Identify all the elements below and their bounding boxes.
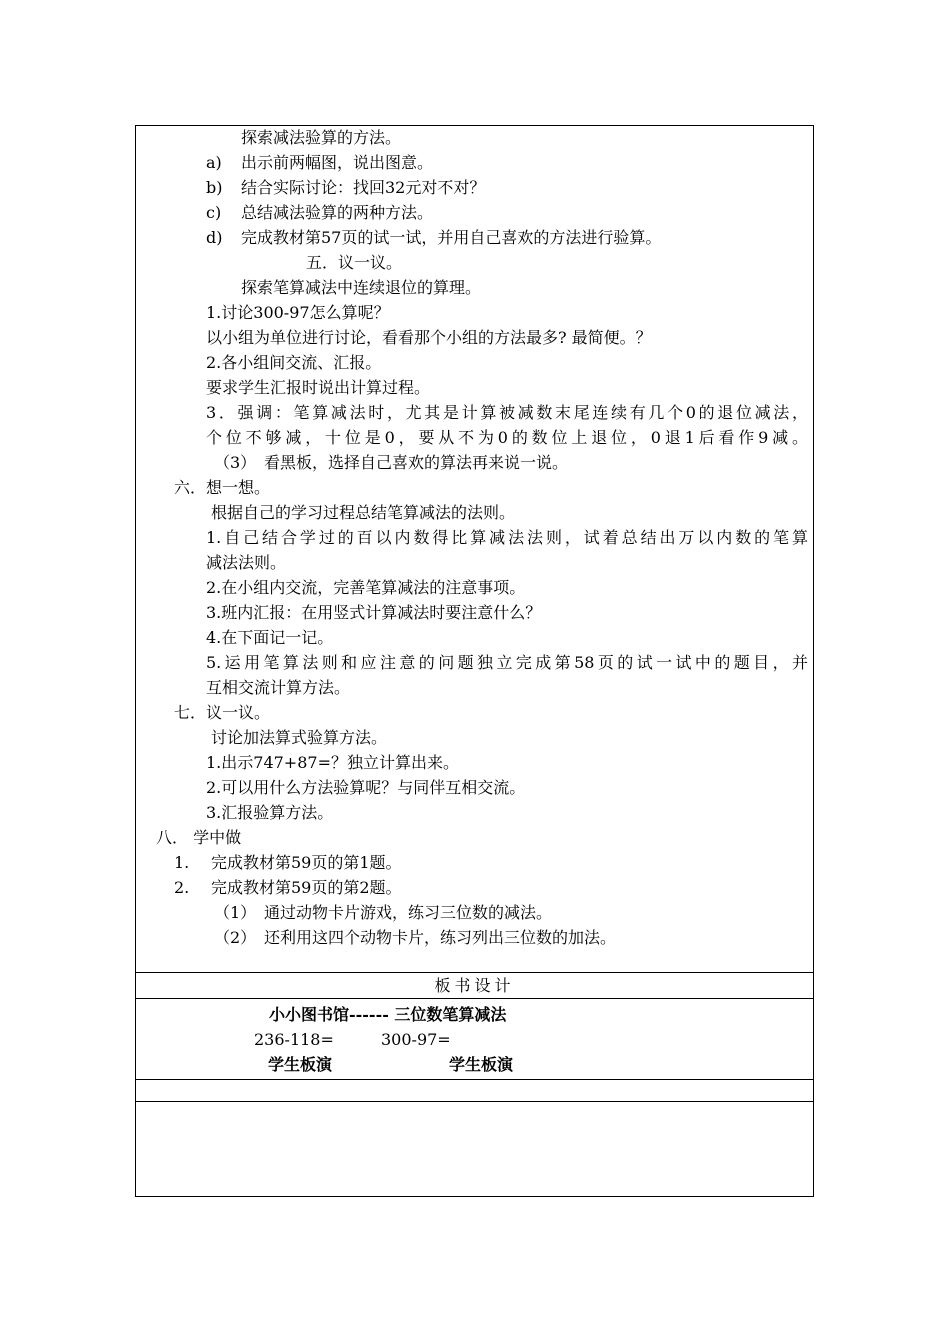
text-line: 总结减法验算的两种方法。 [241, 203, 434, 222]
list-marker: d) [206, 228, 223, 247]
list-marker: b) [206, 178, 223, 197]
text-line: 3.汇报验算方法。 [206, 803, 334, 822]
text-line: 完成教材第59页的第2题。 [211, 878, 402, 897]
text-line: 3.班内汇报：在用竖式计算减法时要注意什么？ [206, 603, 542, 622]
text-line: 看黑板，选择自己喜欢的算法再来说一说。 [264, 453, 569, 472]
list-marker: 2. [174, 878, 190, 897]
board-label: 学生板演 [449, 1055, 514, 1074]
text-line: 讨论加法算式验算方法。 [211, 728, 388, 747]
text-line: 4.在下面记一记。 [206, 628, 334, 647]
text-line: 通过动物卡片游戏，练习三位数的减法。 [264, 903, 553, 922]
text-line: 还利用这四个动物卡片，练习列出三位数的加法。 [264, 928, 617, 947]
list-marker: c) [206, 203, 222, 222]
text-line: 完成教材第59页的第1题。 [211, 853, 402, 872]
table-rule [136, 1101, 813, 1102]
text-line: 以小组为单位进行讨论，看看那个小组的方法最多? 最简便。？ [206, 328, 652, 347]
text-line: 完成教材第57页的试一试，并用自己喜欢的方法进行验算。 [241, 228, 662, 247]
text-line: 出示前两幅图，说出图意。 [241, 153, 434, 172]
section-heading: 五．议一议。 [306, 253, 403, 272]
text-line: 1.讨论300-97怎么算呢？ [206, 303, 390, 322]
text-line: 1.出示747+87=？独立计算出来。 [206, 753, 459, 772]
text-line: 3．强调：笔算减法时，尤其是计算被减数末尾连续有几个0的退位减法， [206, 403, 808, 422]
text-line: 互相交流计算方法。 [206, 678, 351, 697]
board-title: 小小图书馆------ 三位数笔算减法 [269, 1005, 507, 1024]
list-marker: （1） [214, 903, 257, 922]
text-line: 减法法则。 [206, 553, 287, 572]
lesson-table [135, 125, 814, 1197]
text-line: 1.自己结合学过的百以内数得比算减法法则，试着总结出万以内数的笔算 [206, 528, 808, 547]
table-rule [136, 1079, 813, 1080]
list-marker: 1. [174, 853, 190, 872]
board-expression: 236-118= [254, 1030, 334, 1049]
table-rule [136, 998, 813, 999]
table-rule [136, 972, 813, 973]
text-line: 2.可以用什么方法验算呢？与同伴互相交流。 [206, 778, 526, 797]
text-line: 个位不够减，十位是0，要从不为0的数位上退位，0退1后看作9减。 [206, 428, 808, 447]
board-label: 学生板演 [268, 1055, 333, 1074]
section-heading: 八． 学中做 [156, 828, 242, 847]
text-line: 探索笔算减法中连续退位的算理。 [241, 278, 482, 297]
text-line: 探索减法验算的方法。 [241, 128, 402, 147]
section-heading: 七．议一议。 [174, 703, 271, 722]
list-marker: （3） [214, 453, 257, 472]
text-line: 5.运用笔算法则和应注意的问题独立完成第58页的试一试中的题目，并 [206, 653, 808, 672]
list-marker: （2） [214, 928, 257, 947]
list-marker: a) [206, 153, 222, 172]
text-line: 2.各小组间交流、汇报。 [206, 353, 382, 372]
section-heading: 六．想一想。 [174, 478, 271, 497]
text-line: 结合实际讨论：找回32元对不对？ [241, 178, 486, 197]
text-line: 2.在小组内交流，完善笔算减法的注意事项。 [206, 578, 526, 597]
text-line: 要求学生汇报时说出计算过程。 [206, 378, 431, 397]
board-design-header: 板书设计 [434, 976, 515, 995]
text-line: 根据自己的学习过程总结笔算减法的法则。 [211, 503, 516, 522]
board-expression: 300-97= [381, 1030, 451, 1049]
